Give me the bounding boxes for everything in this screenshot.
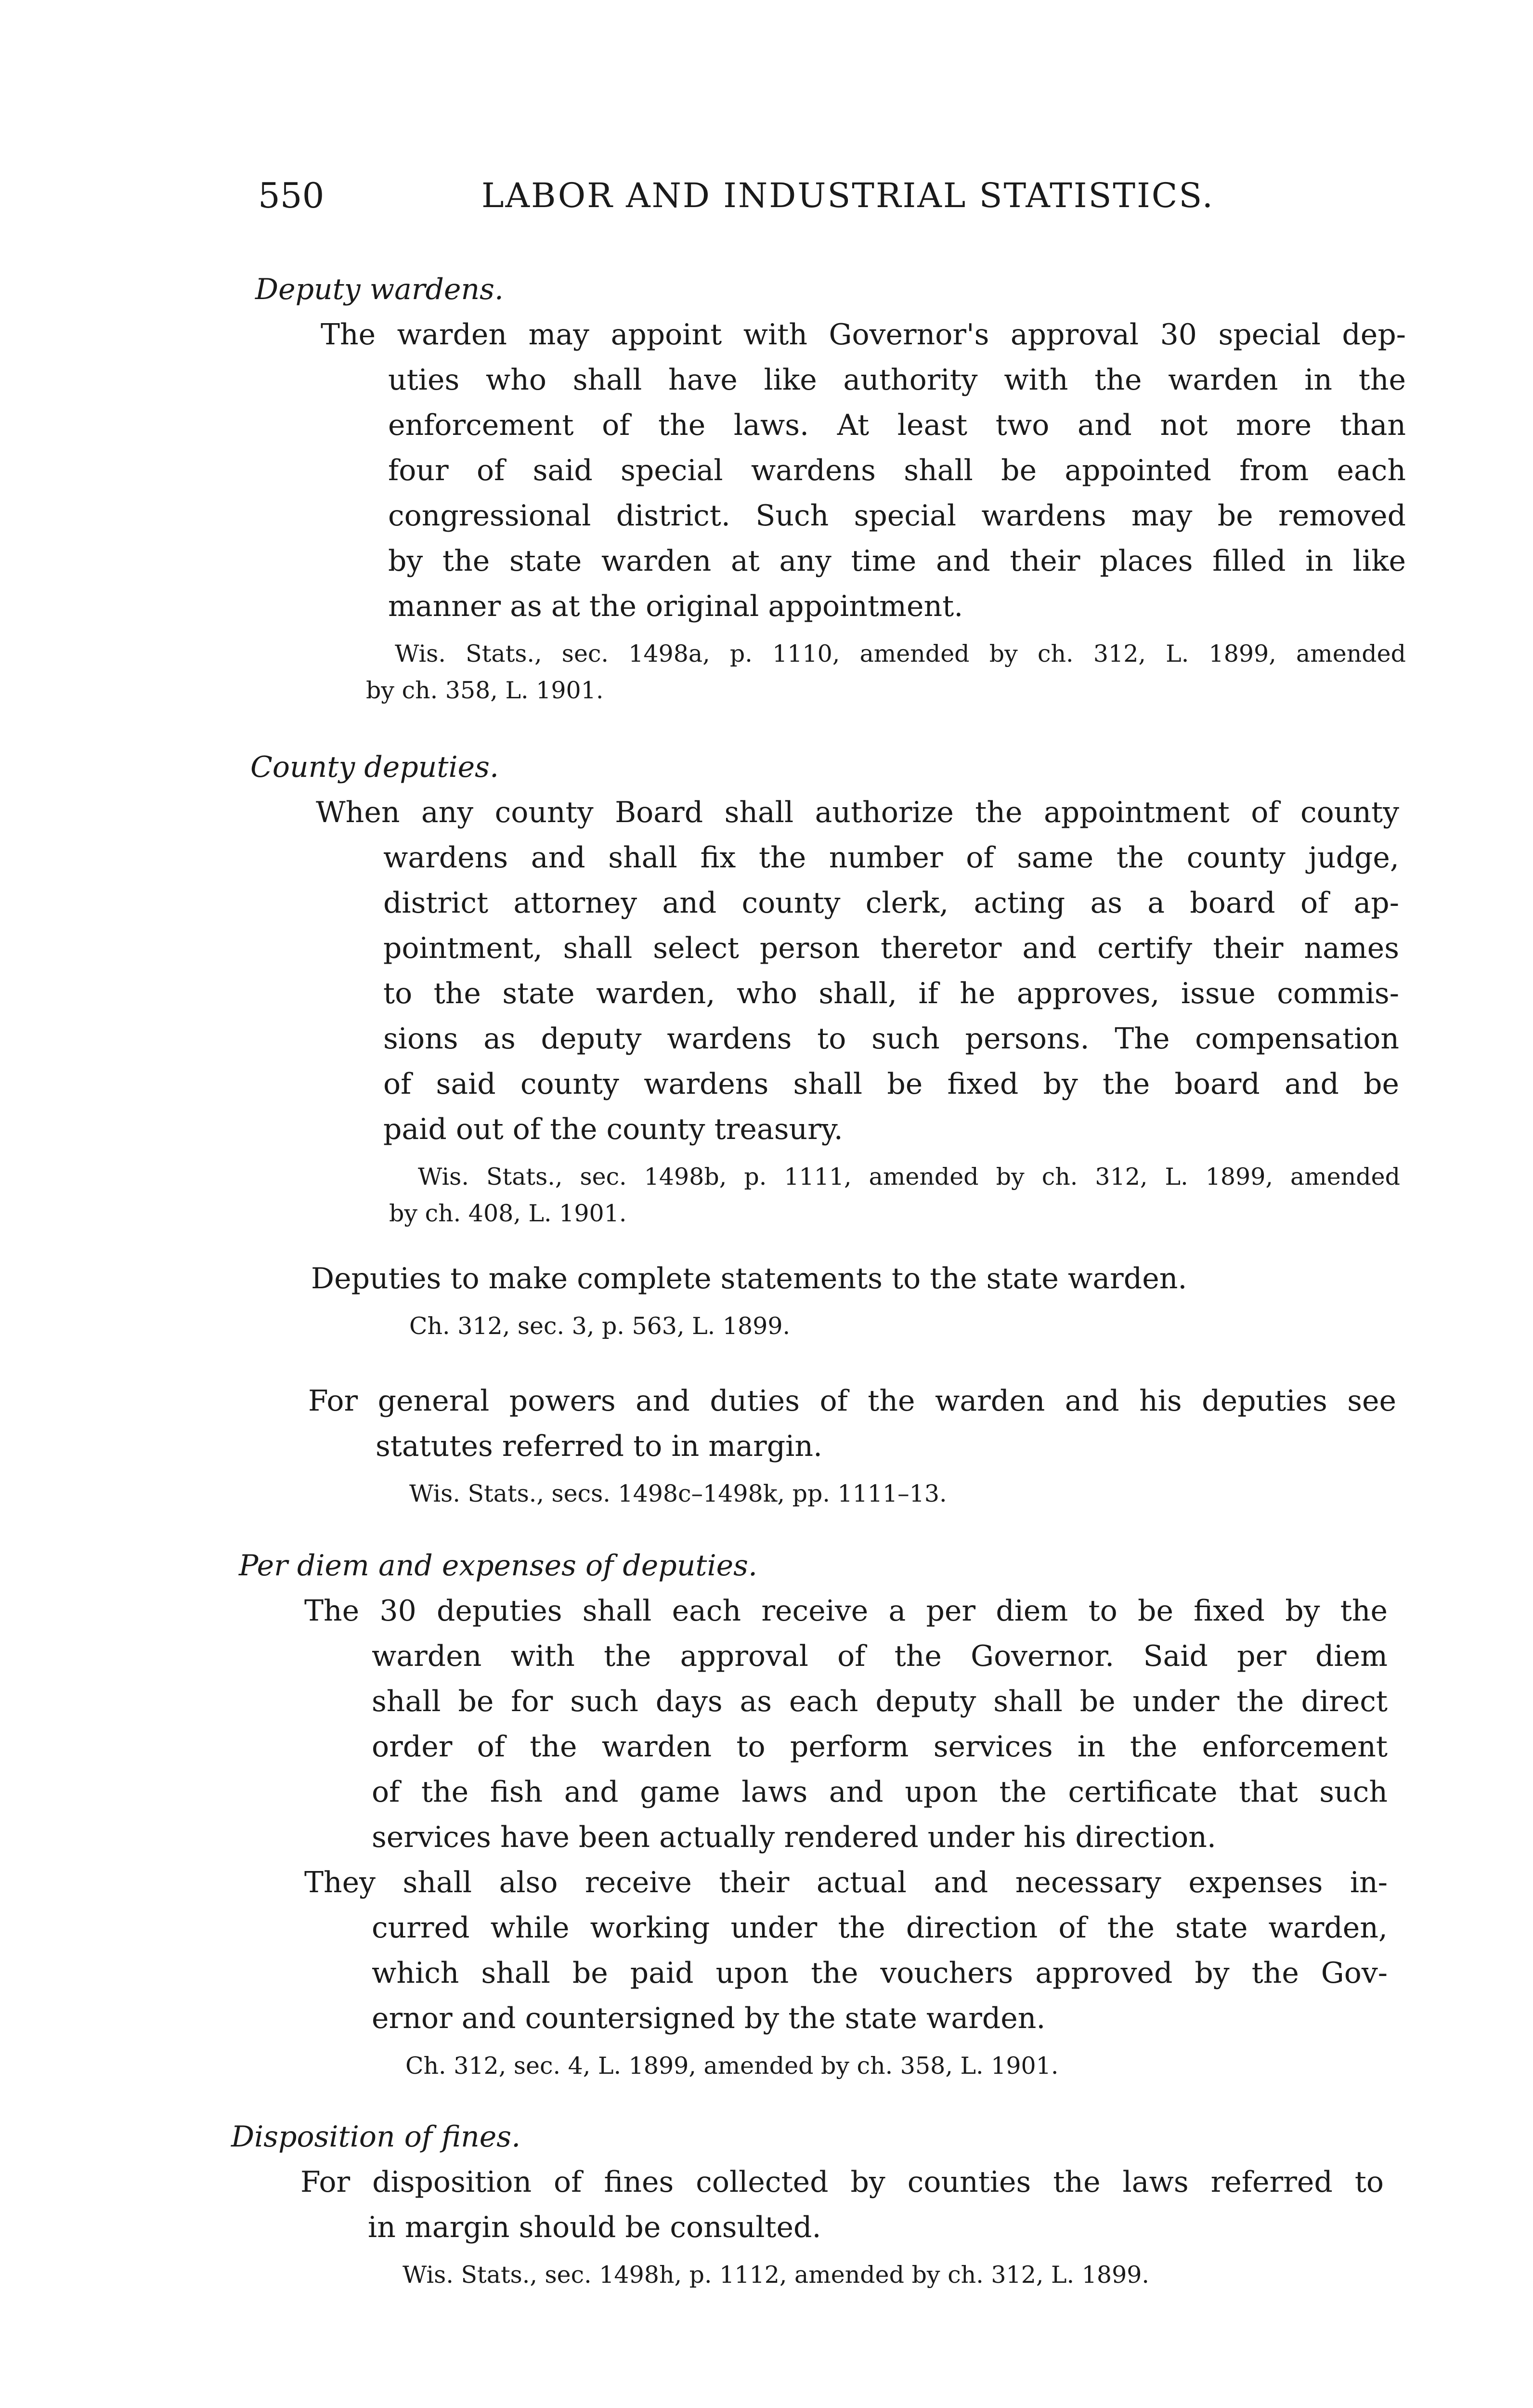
text-line: district attorney and county clerk, acting as a board of ap- <box>383 886 1399 920</box>
running-title: LABOR AND INDUSTRIAL STATISTICS. <box>481 176 1215 215</box>
citation-line: by ch. 358, L. 1901. <box>366 677 604 704</box>
section-heading: Disposition of fines. <box>231 2120 521 2154</box>
citation <box>405 2048 1399 2084</box>
text-line: curred while working under the direction of the state warden, <box>372 1911 1388 1945</box>
section-per-diem <box>239 1543 1399 2084</box>
text-line: of said county wardens shall be fixed by the board and be <box>383 1067 1399 1101</box>
citation-line: Ch. 312, sec. 3, p. 563, L. 1899. <box>409 1312 791 1340</box>
text-line: For general powers and duties of the warden and his deputies see <box>308 1384 1396 1418</box>
paragraph <box>300 2159 1384 2250</box>
citation <box>403 2257 1387 2293</box>
text-line: pointment, shall select person theretor and certify their names <box>383 931 1399 965</box>
text-line: four of said special wardens shall be appointed from each <box>388 454 1406 487</box>
text-line: uties who shall have like authority with the warden in the <box>388 363 1406 397</box>
section-county-deputies <box>250 745 1401 1232</box>
text-line: paid out of the county treasury. <box>383 1112 843 1146</box>
citation-line: Wis. Stats., sec. 1498h, p. 1112, amended by ch. 312, L. 1899. <box>403 2261 1149 2289</box>
text-line: statutes referred to in margin. <box>376 1429 823 1463</box>
text-line: services have been actually rendered under his direction. <box>372 1820 1216 1854</box>
citation-line: by ch. 408, L. 1901. <box>389 1200 627 1227</box>
citation <box>409 1308 1394 1345</box>
text-line: Deputies to make complete statements to the state warden. <box>311 1262 1187 1296</box>
text-line: The warden may appoint with Governor's approval 30 special dep- <box>321 318 1406 352</box>
text-line: in margin should be consulted. <box>368 2211 821 2244</box>
page-header <box>258 171 1221 224</box>
text-line: enforcement of the laws. At least two and not more than <box>388 408 1406 442</box>
citation-line: Ch. 312, sec. 4, L. 1899, amended by ch. 358, L. 1901. <box>405 2052 1059 2080</box>
paragraph <box>304 1860 1388 2041</box>
paragraph <box>311 1256 1394 1301</box>
text-line: When any county Board shall authorize the appointment of county <box>316 796 1399 829</box>
text-line: warden with the approval of the Governor. Said per diem <box>372 1639 1388 1673</box>
text-line: shall be for such days as each deputy shall be under the direct <box>372 1685 1388 1718</box>
paragraph <box>304 1588 1388 1860</box>
text-line: ernor and countersigned by the state warden. <box>372 2002 1046 2035</box>
text-line: order of the warden to perform services in the enforcement <box>372 1730 1388 1764</box>
citation <box>409 1476 1396 1512</box>
text-line: which shall be paid upon the vouchers approved by the Gov- <box>372 1956 1388 1990</box>
section-deputy-wardens <box>255 267 1406 709</box>
text-line: wardens and shall fix the number of same the county judge, <box>383 841 1399 875</box>
text-line: They shall also receive their actual and necessary expenses in- <box>304 1866 1388 1899</box>
citation-line: Wis. Stats., sec. 1498b, p. 1111, amended by ch. 312, L. 1899, amended <box>418 1163 1400 1191</box>
page-number: 550 <box>258 175 325 216</box>
citation-line: Wis. Stats., secs. 1498c–1498k, pp. 1111–13. <box>409 1480 947 1507</box>
citation <box>366 636 1406 709</box>
paragraph <box>308 1378 1396 1469</box>
section-general-powers <box>308 1378 1396 1512</box>
section-heading: Per diem and expenses of deputies. <box>239 1549 758 1583</box>
citation-line: Wis. Stats., sec. 1498a, p. 1110, amended by ch. 312, L. 1899, amended <box>395 640 1406 667</box>
section-heading: County deputies. <box>250 750 499 784</box>
text-line: sions as deputy wardens to such persons. The compensation <box>383 1022 1399 1056</box>
citation <box>389 1159 1400 1232</box>
text-line: of the fish and game laws and upon the certificate that such <box>372 1775 1388 1809</box>
text-line: congressional district. Such special wardens may be removed <box>388 499 1406 533</box>
section-disposition-of-fines <box>231 2114 1387 2293</box>
section-heading: Deputy wardens. <box>255 273 504 306</box>
paragraph <box>316 790 1399 1152</box>
text-line: to the state warden, who shall, if he approves, issue commis- <box>383 977 1399 1010</box>
text-line: The 30 deputies shall each receive a per diem to be fixed by the <box>304 1594 1388 1628</box>
text-line: For disposition of fines collected by counties the laws referred to <box>300 2165 1384 2199</box>
paragraph <box>321 312 1406 629</box>
text-line: by the state warden at any time and their places filled in like <box>388 544 1406 578</box>
text-line: manner as at the original appointment. <box>388 589 963 623</box>
section-deputies-statements <box>311 1256 1394 1345</box>
